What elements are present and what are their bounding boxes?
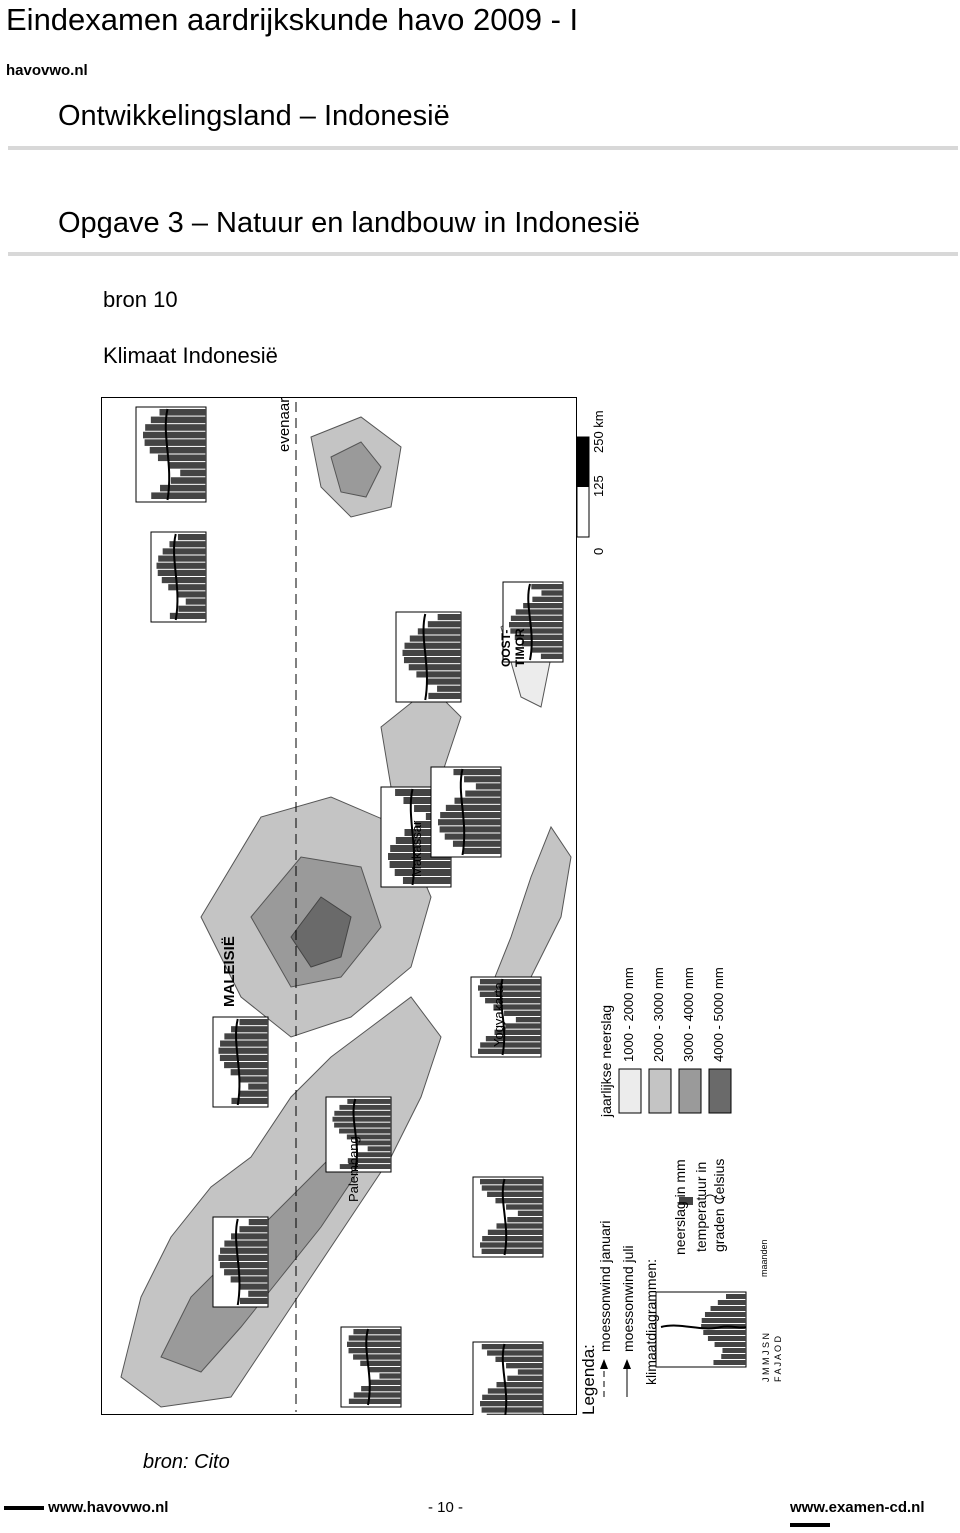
- rain-bar: [480, 979, 541, 984]
- footer-left-text: www.havovwo.nl: [48, 1499, 169, 1516]
- rain-bar: [248, 1084, 268, 1090]
- rain-bar: [220, 1055, 268, 1061]
- rain-bar: [465, 791, 501, 797]
- legend-wind-july: moessonwind juli: [620, 1245, 636, 1352]
- rain-bar: [162, 577, 206, 583]
- rain-bar: [440, 826, 501, 832]
- section-title: Ontwikkelingsland – Indonesië: [58, 100, 450, 132]
- rain-bar: [357, 1140, 391, 1145]
- rain-bar: [178, 606, 206, 612]
- rain-bar: [506, 1204, 543, 1209]
- rain-bar: [440, 812, 501, 818]
- rain-bar: [507, 1217, 543, 1222]
- map-svg: [101, 397, 957, 1415]
- rain-bar: [463, 848, 501, 854]
- rain-bar: [157, 563, 206, 569]
- scale-250: 250 km: [591, 410, 606, 453]
- place-oost: OOST-: [499, 629, 513, 667]
- rain-bar: [438, 819, 501, 825]
- rain-bar: [476, 783, 501, 789]
- rain-bar: [220, 1041, 268, 1047]
- rain-bar: [334, 1123, 391, 1128]
- legend-class-4: [709, 1069, 731, 1113]
- climate-map: [101, 397, 957, 1415]
- legend-class-2: [649, 1069, 671, 1113]
- legend-rain-bar: [721, 1354, 746, 1359]
- source-credit: bron: Cito: [143, 1451, 230, 1473]
- rain-bar: [478, 985, 541, 990]
- legend-title: Legenda:: [579, 1344, 598, 1415]
- legend-precip-title: jaarlijkse neerslag: [598, 1004, 614, 1117]
- rain-bar: [487, 1350, 543, 1355]
- rain-bar: [482, 1185, 543, 1190]
- scale-bar: [577, 437, 589, 537]
- exam-title: Eindexamen aardrijkskunde havo 2009 - I: [6, 2, 579, 37]
- rain-bar: [464, 776, 501, 782]
- rain-bar: [239, 1019, 268, 1025]
- rain-bar: [163, 548, 206, 554]
- legend-wind-january: moessonwind januari: [597, 1220, 613, 1352]
- rain-bar: [158, 455, 206, 462]
- rain-bar: [480, 1401, 543, 1406]
- rain-bar: [478, 1049, 541, 1054]
- rain-bar: [509, 622, 563, 627]
- footer-right: [790, 1499, 960, 1533]
- rain-bar: [403, 650, 461, 656]
- rain-bar: [239, 1226, 268, 1232]
- rain-bar: [403, 877, 451, 884]
- legend-rain-bar: [715, 1342, 746, 1347]
- rain-bar: [231, 1069, 268, 1075]
- rain-bar: [177, 591, 206, 597]
- rain-bar: [410, 636, 461, 642]
- rain-bar: [353, 1329, 401, 1334]
- legend-class-4-label: 4000 - 5000 mm: [711, 967, 726, 1062]
- rain-bar: [504, 1011, 541, 1016]
- rain-bar: [240, 1091, 268, 1097]
- rain-bar: [488, 1388, 543, 1393]
- rain-bar: [438, 614, 461, 620]
- rain-bar: [143, 432, 206, 439]
- rain-bar: [145, 439, 206, 446]
- rain-bar: [358, 1152, 391, 1157]
- rain-bar: [168, 462, 206, 469]
- rain-bar: [480, 1179, 543, 1184]
- rain-bar: [480, 1042, 541, 1047]
- rain-bar: [151, 417, 206, 424]
- legend-class-1-label: 1000 - 2000 mm: [621, 967, 636, 1062]
- divider: [8, 252, 958, 256]
- rain-bar: [453, 841, 501, 847]
- rain-bar: [511, 616, 563, 621]
- rain-bar: [158, 556, 206, 562]
- rain-bar: [231, 1098, 268, 1104]
- scale-0: 0: [591, 547, 606, 555]
- legend-diagram-title: klimaatdiagrammen:: [643, 1258, 659, 1385]
- legend-rain-bar: [708, 1336, 746, 1341]
- place-maleisie: MALEISIË: [221, 936, 238, 1007]
- rain-bar: [349, 1348, 401, 1353]
- rain-bar: [445, 834, 501, 840]
- rain-bar: [339, 1129, 391, 1134]
- legend-rain-bar: [705, 1312, 746, 1317]
- rain-bar: [405, 643, 461, 649]
- legend-class-1: [619, 1069, 641, 1113]
- rain-bar: [428, 621, 461, 627]
- rain-bar: [532, 597, 563, 602]
- legend-temp-desc2: graden Celsius: [711, 1158, 727, 1252]
- legend-months-label: maanden: [759, 1239, 769, 1277]
- rain-bar: [428, 693, 461, 699]
- legend-temp-desc1: temperatuur in: [693, 1161, 709, 1252]
- rain-bar: [482, 1344, 543, 1349]
- divider: [8, 146, 958, 150]
- rain-bar: [339, 1105, 391, 1110]
- legend-rain-bar: [722, 1348, 746, 1353]
- place-timor: TIMOR: [513, 628, 527, 667]
- rain-bar: [168, 584, 206, 590]
- rain-bar: [437, 686, 461, 692]
- rain-bar: [531, 584, 563, 589]
- rain-bar: [219, 1048, 268, 1054]
- rain-bar: [368, 1146, 391, 1151]
- equator-label: evenaar: [276, 397, 293, 452]
- rain-bar: [482, 1236, 543, 1241]
- rain-bar: [360, 1361, 401, 1366]
- legend-class-3: [679, 1069, 701, 1113]
- rain-bar: [409, 664, 461, 670]
- rain-bar: [369, 1367, 401, 1372]
- rain-bar: [480, 992, 541, 997]
- rain-bar: [239, 1284, 268, 1290]
- rain-bar: [349, 1399, 401, 1404]
- assignment-title: Opgave 3 – Natuur en landbouw in Indonesië: [58, 207, 641, 239]
- rain-bar: [333, 1117, 391, 1122]
- rain-bar: [416, 671, 461, 677]
- rain-bar: [354, 1392, 401, 1397]
- legend-rain-desc: neerslag in mm: [672, 1159, 688, 1255]
- rain-bar: [361, 1386, 401, 1391]
- rain-bar: [239, 1076, 268, 1082]
- page-number: - 10 -: [428, 1499, 464, 1516]
- rain-bar: [446, 805, 501, 811]
- rain-bar: [249, 1219, 268, 1225]
- rain-bar: [145, 424, 206, 431]
- rain-bar: [487, 1192, 543, 1197]
- rain-bar: [353, 1354, 401, 1359]
- rain-bar: [404, 657, 461, 663]
- legend-rain-bar: [702, 1318, 746, 1323]
- rain-bar: [151, 492, 206, 499]
- rain-bar: [496, 1223, 543, 1228]
- rain-bar: [541, 654, 563, 659]
- rain-bar: [505, 1023, 541, 1028]
- place-palembang: Palembang: [346, 1136, 361, 1202]
- rain-bar: [516, 609, 563, 614]
- rain-bar: [516, 1017, 541, 1022]
- place-yogyakarta: Yogyakarta: [491, 982, 506, 1047]
- rain-bar: [507, 1376, 543, 1381]
- rain-bar: [224, 1241, 268, 1247]
- legend-class-2-label: 2000 - 3000 mm: [651, 967, 666, 1062]
- rain-bar: [488, 1230, 543, 1235]
- rain-bar: [531, 647, 563, 652]
- rain-bar: [487, 1414, 543, 1415]
- rain-bar: [224, 1269, 268, 1275]
- rain-bar: [220, 1262, 268, 1268]
- rain-bar: [347, 1342, 401, 1347]
- legend-rain-bar: [703, 1330, 746, 1335]
- legend-rain-bar: [711, 1306, 746, 1311]
- rain-bar: [178, 534, 206, 540]
- rain-bar: [248, 1291, 268, 1297]
- rain-bar: [506, 1363, 543, 1368]
- rain-bar: [518, 1369, 543, 1374]
- rain-bar: [482, 1395, 543, 1400]
- rain-bar: [219, 1255, 268, 1261]
- rain-bar: [426, 679, 461, 685]
- rain-bar: [482, 1249, 543, 1254]
- rain-bar: [150, 447, 206, 454]
- rain-bar: [224, 1062, 268, 1068]
- scale-125: 125: [591, 475, 606, 497]
- rain-bar: [224, 1033, 268, 1039]
- legend-class-3-label: 3000 - 4000 mm: [681, 967, 696, 1062]
- legend-rain-bar: [726, 1294, 746, 1299]
- rain-bar: [349, 1335, 401, 1340]
- rain-bar: [496, 1382, 543, 1387]
- place-makassar: Makassar: [409, 820, 424, 877]
- footer-left: [4, 1499, 168, 1516]
- rain-bar: [171, 477, 206, 484]
- source-label: bron 10: [103, 287, 178, 312]
- footer-right-text: www.examen-cd.nl: [790, 1499, 925, 1516]
- rain-bar: [240, 1298, 268, 1304]
- rain-bar: [334, 1111, 391, 1116]
- rain-bar: [370, 1380, 401, 1385]
- rain-bar: [518, 1211, 543, 1216]
- rain-bar: [180, 470, 206, 477]
- site-name: havovwo.nl: [6, 62, 88, 79]
- rain-bar: [522, 641, 563, 646]
- rain-bar: [158, 570, 206, 576]
- legend-months-top: J M M J S N: [761, 1333, 771, 1382]
- rain-bar: [186, 599, 206, 605]
- rain-bar: [541, 590, 563, 595]
- rain-bar: [220, 1248, 268, 1254]
- rain-bar: [480, 1242, 543, 1247]
- legend-rain-bar: [713, 1360, 746, 1365]
- rain-bar: [160, 485, 206, 492]
- legend-months-bottom: F A J A O D: [773, 1335, 783, 1382]
- rain-bar: [231, 1276, 268, 1282]
- legend-rain-bar: [718, 1300, 746, 1305]
- rain-bar: [482, 1407, 543, 1412]
- figure-caption: Klimaat Indonesië: [103, 343, 278, 368]
- rain-bar: [379, 1373, 401, 1378]
